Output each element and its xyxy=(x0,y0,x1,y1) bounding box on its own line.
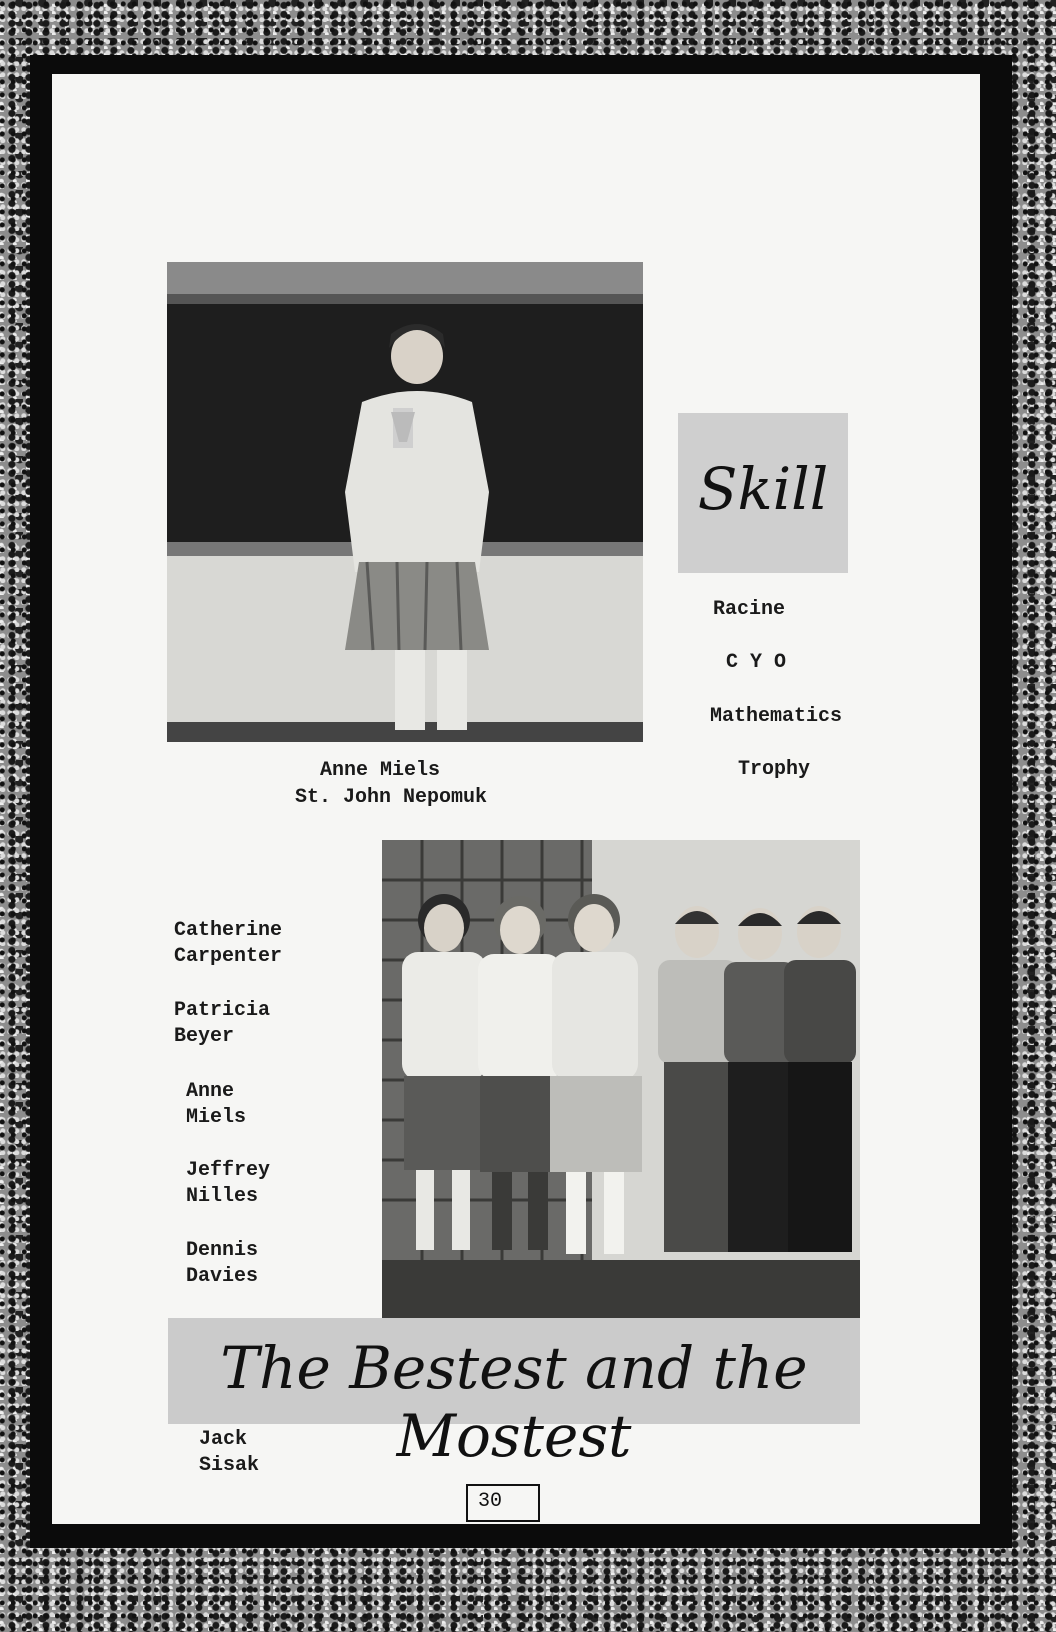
award-line-mathematics: Mathematics xyxy=(710,705,843,728)
name-jack-last: Sisak xyxy=(199,1454,260,1477)
name-catherine-first: Catherine xyxy=(174,919,283,942)
award-line-racine: Racine xyxy=(713,598,786,621)
trophy-photo xyxy=(167,262,643,742)
page-number-box xyxy=(466,1484,540,1522)
name-catherine-last: Carpenter xyxy=(174,945,283,968)
page-number: 30 xyxy=(478,1490,503,1513)
caption-name: Anne Miels xyxy=(320,759,441,782)
skill-label-box xyxy=(678,413,848,573)
group-photo xyxy=(382,840,860,1318)
name-jeffrey-last: Nilles xyxy=(186,1185,259,1208)
name-dennis-last: Davies xyxy=(186,1265,259,1288)
name-patricia-first: Patricia xyxy=(174,999,271,1022)
name-anne-first: Anne xyxy=(186,1080,235,1103)
name-dennis-first: Dennis xyxy=(186,1239,259,1262)
name-jack-first: Jack xyxy=(199,1428,248,1451)
banner-title: The Bestest and the Mostest xyxy=(220,1334,808,1470)
name-jeffrey-first: Jeffrey xyxy=(186,1159,271,1182)
name-patricia-last: Beyer xyxy=(174,1025,235,1048)
skill-heading: Skill xyxy=(697,455,829,523)
caption-school: St. John Nepomuk xyxy=(295,786,488,809)
award-line-cyo: C Y O xyxy=(726,651,787,674)
name-anne-last: Miels xyxy=(186,1106,247,1129)
award-line-trophy: Trophy xyxy=(738,758,811,781)
